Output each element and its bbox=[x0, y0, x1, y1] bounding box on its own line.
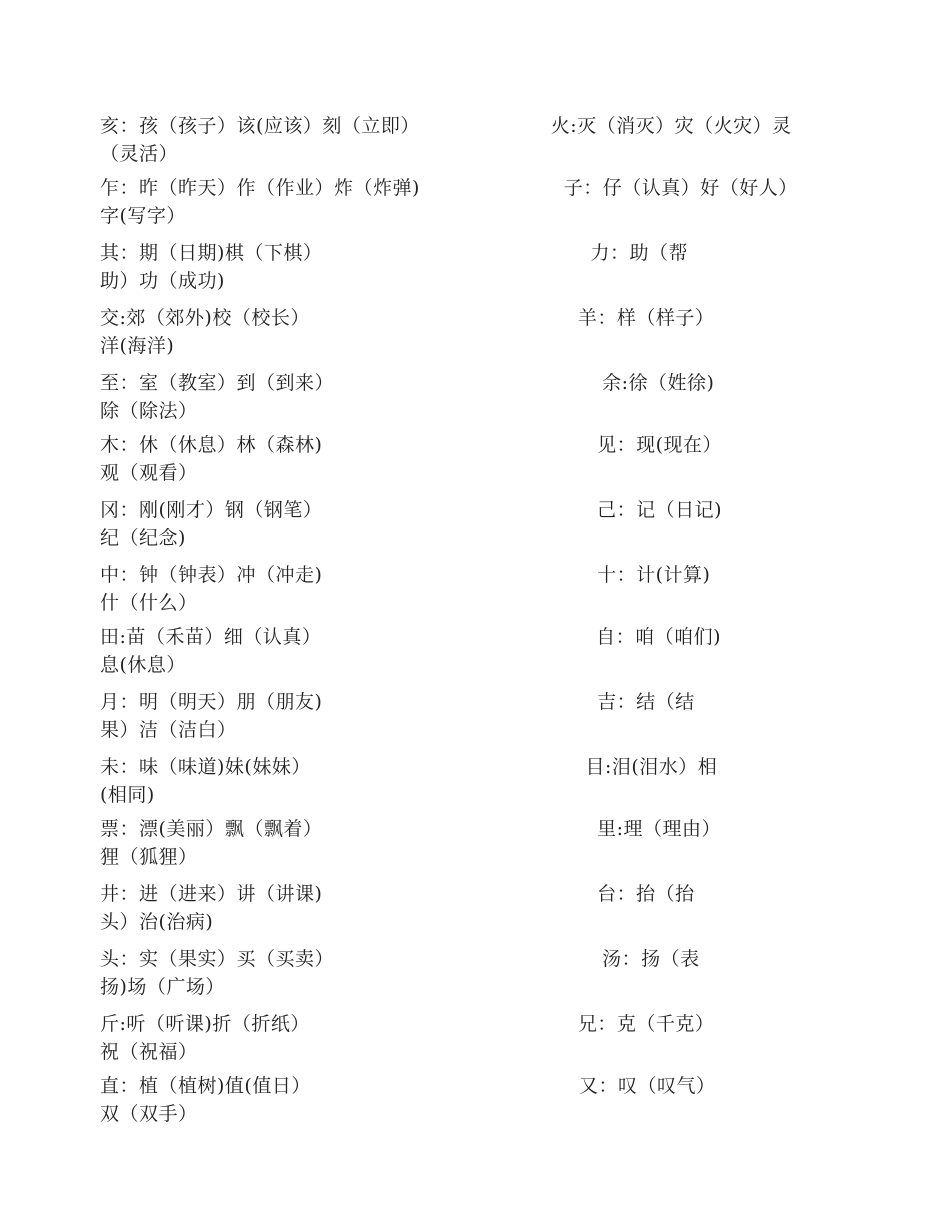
list-item bbox=[100, 880, 875, 945]
list-item bbox=[100, 174, 875, 239]
list-item bbox=[100, 239, 875, 304]
entry-line-2: 双（双手） bbox=[100, 1103, 198, 1125]
entry-line-2: (相同) bbox=[100, 784, 155, 806]
list-item bbox=[100, 304, 875, 369]
list-item bbox=[100, 369, 875, 431]
entry-line-1: 月：明（明天）朋（朋友) 吉：结（结 bbox=[100, 691, 695, 713]
entry-line-2: 息(休息） bbox=[100, 654, 186, 676]
entry-line-1: 交:郊（郊外)校（校长） 羊：样（样子） bbox=[100, 307, 715, 329]
list-item bbox=[100, 1010, 875, 1072]
list-item bbox=[100, 945, 875, 1010]
list-item bbox=[100, 496, 875, 561]
entry-line-1: 头：实（果实）买（买卖） 汤：扬（表 bbox=[100, 948, 700, 970]
list-item bbox=[100, 112, 875, 174]
entry-line-2: 除（除法） bbox=[100, 400, 198, 422]
list-item bbox=[100, 561, 875, 623]
list-item bbox=[100, 623, 875, 688]
list-item bbox=[100, 815, 875, 880]
entry-line-2: 字(写字） bbox=[100, 205, 186, 227]
entry-line-2: 狸（狐狸） bbox=[100, 846, 198, 868]
list-item bbox=[100, 753, 875, 815]
entry-line-2: 助）功（成功) bbox=[100, 270, 225, 292]
entry-line-2: 什（什么） bbox=[100, 592, 198, 614]
entry-line-2: 果）洁（洁白） bbox=[100, 719, 237, 741]
entry-line-2: 头）治(治病) bbox=[100, 911, 214, 933]
entry-line-1: 冈：刚(刚才）钢（钢笔） 己：记（日记) bbox=[100, 499, 722, 521]
entry-line-1: 井：进（进来）讲（讲课) 台：抬（抬 bbox=[100, 883, 695, 905]
entry-line-2: 观（观看） bbox=[100, 462, 198, 484]
entry-line-1: 木：休（休息）林（森林) 见：现(现在） bbox=[100, 434, 722, 456]
entry-line-1: 直：植（植树)值(值日） 又：叹（叹气） bbox=[100, 1075, 716, 1097]
entry-line-1: 至：室（教室）到（到来） 余:徐（姓徐) bbox=[100, 372, 715, 394]
entry-line-1: 斤:听（听课)折（折纸） 兄：克（千克） bbox=[100, 1013, 715, 1035]
entry-line-2: （灵活） bbox=[100, 143, 179, 165]
entry-line-1: 乍：昨（昨天）作（作业）炸（炸弹) 子：仔（认真）好（好人） bbox=[100, 177, 798, 199]
entry-line-2: 扬)场（广场） bbox=[100, 976, 225, 998]
character-list bbox=[100, 112, 875, 1137]
entry-line-1: 亥：孩（孩子）该(应该）刻（立即） 火:灭（消灭）灾（火灾）灵 bbox=[100, 115, 792, 137]
entry-line-1: 其：期（日期)棋（下棋） 力：助（帮 bbox=[100, 242, 689, 264]
list-item bbox=[100, 688, 875, 753]
entry-line-1: 田:苗（禾苗）细（认真） 自：咱（咱们) bbox=[100, 626, 721, 648]
entry-line-2: 纪（纪念) bbox=[100, 527, 186, 549]
list-item bbox=[100, 431, 875, 496]
entry-line-1: 未：味（味道)妹(妹妹） 目:泪(泪水）相 bbox=[100, 756, 718, 778]
entry-line-2: 洋(海洋) bbox=[100, 335, 175, 357]
entry-line-1: 票：漂(美丽）飘（飘着） 里:理（理由） bbox=[100, 818, 721, 840]
entry-line-2: 祝（祝福） bbox=[100, 1041, 198, 1063]
list-item bbox=[100, 1072, 875, 1137]
entry-line-1: 中：钟（钟表）冲（冲走) 十：计(计算) bbox=[100, 564, 711, 586]
